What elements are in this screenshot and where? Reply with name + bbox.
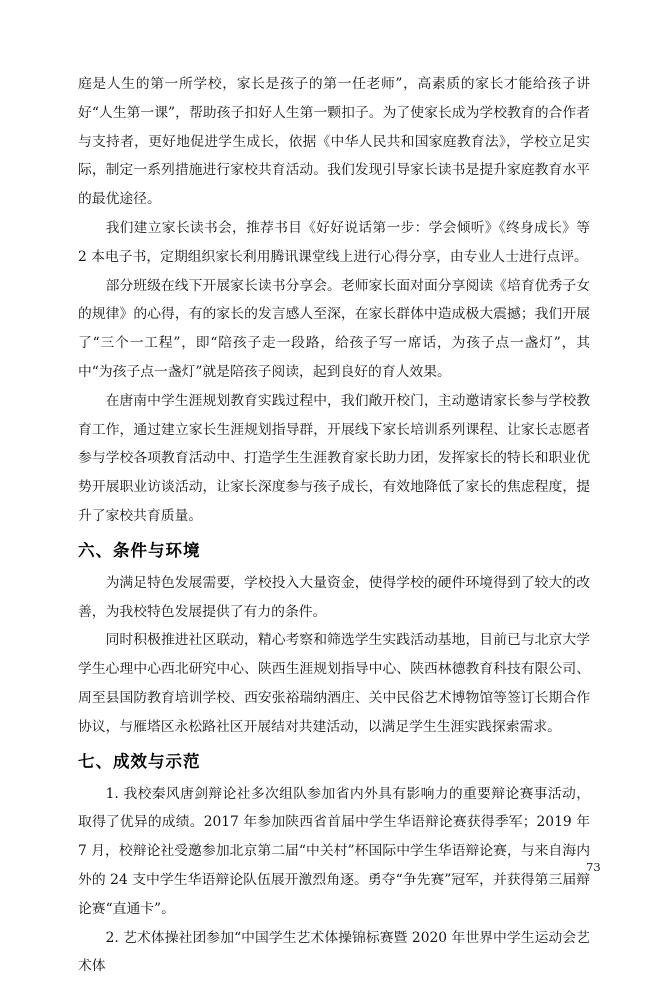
paragraph-community-partners: 同时积极推进社区联动，精心考察和筛选学生实践活动基地，目前已与北京大学学生心理中心西北研究中心、陕西生涯规划指导中心、陕西林德教育科技有限公司、周至县国防教育培训学校、西安张裕瑞纳酒庄、关中民俗艺术博物馆等签订长期合作协议，与雁塔区永松路社区开展结对共建活动，以满足学生生涯实践探索需求。 [78, 632, 590, 735]
paragraph-gymnastics-club: 2. 艺术体操社团参加“中国学生艺术体操锦标赛暨 2020 年世界中学生运动会艺术体 [78, 929, 590, 975]
paragraph-family-education: 庭是人生的第一所学校，家长是孩子的第一任老师”，高素质的家长才能给孩子讲好“人生第一课”，帮助孩子扣好人生第一颗扣子。为了使家长成为学校教育的合作者与支持者，更好地促进学生成长，依据《中华人民共和国家庭教育法》，学校立足实际，制定一系列措施进行家校共育活动。我们发现引导家长读书是提升家庭教育水平的最优途径。 [78, 76, 590, 208]
paragraph-reading-club: 我们建立家长读书会，推荐书目《好好说话第一步：学会倾听》《终身成长》等 2 本电子书，定期组织家长利用腾讯课堂线上进行心得分享，由专业人士进行点评。 [78, 219, 590, 265]
section-heading-results-demonstration: 七、成效与示范 [78, 751, 201, 771]
paragraph-funding: 为满足特色发展需要，学校投入大量资金，使得学校的硬件环境得到了较大的改善，为我校特色发展提供了有力的条件。 [78, 574, 590, 620]
paragraph-career-planning: 在唐南中学生涯规划教育实践过程中，我们敞开校门，主动邀请家长参与学校教育工作，通过建立家长生涯规划指导群，开展线下家长培训系列课程、让家长志愿者参与学校各项教育活动中、打造学生生涯教育家长助力团，发挥家长的特长和职业优势开展职业访谈活动，让家长深度参与孩子成长，有效地降低了家长的焦虑程度，提升了家校共育质量。 [78, 392, 590, 524]
page-number: 73 [586, 860, 601, 874]
section-heading-conditions-environment: 六、条件与环境 [78, 540, 201, 560]
document-body [78, 70, 590, 981]
paragraph-debate-club: 1. 我校秦风唐剑辩论社多次组队参加省内外具有影响力的重要辩论赛事活动，取得了优异的成绩。2017 年参加陕西省首届中学生华语辩论赛获得季军；2019 年 7 月，校辩论社受邀参加北京第二届“中关村”杯国际中学生华语辩论赛，与来自海内外的 24 支中学生华语辩论队伍展开激烈角逐。勇夺“争先赛”冠军，并获得第三届辩论赛“直通卡”。 [78, 785, 590, 917]
paragraph-reading-sharing: 部分班级在线下开展家长读书分享会。老师家长面对面分享阅读《培育优秀子女的规律》的心得，有的家长的发言感人至深，在家长群体中造成极大震撼；我们开展了“三个一工程”，即“陪孩子走一段路，给孩子写一席话，为孩子点一盏灯”，其中“为孩子点一盏灯”就是陪孩子阅读，起到良好的育人效果。 [78, 277, 590, 380]
